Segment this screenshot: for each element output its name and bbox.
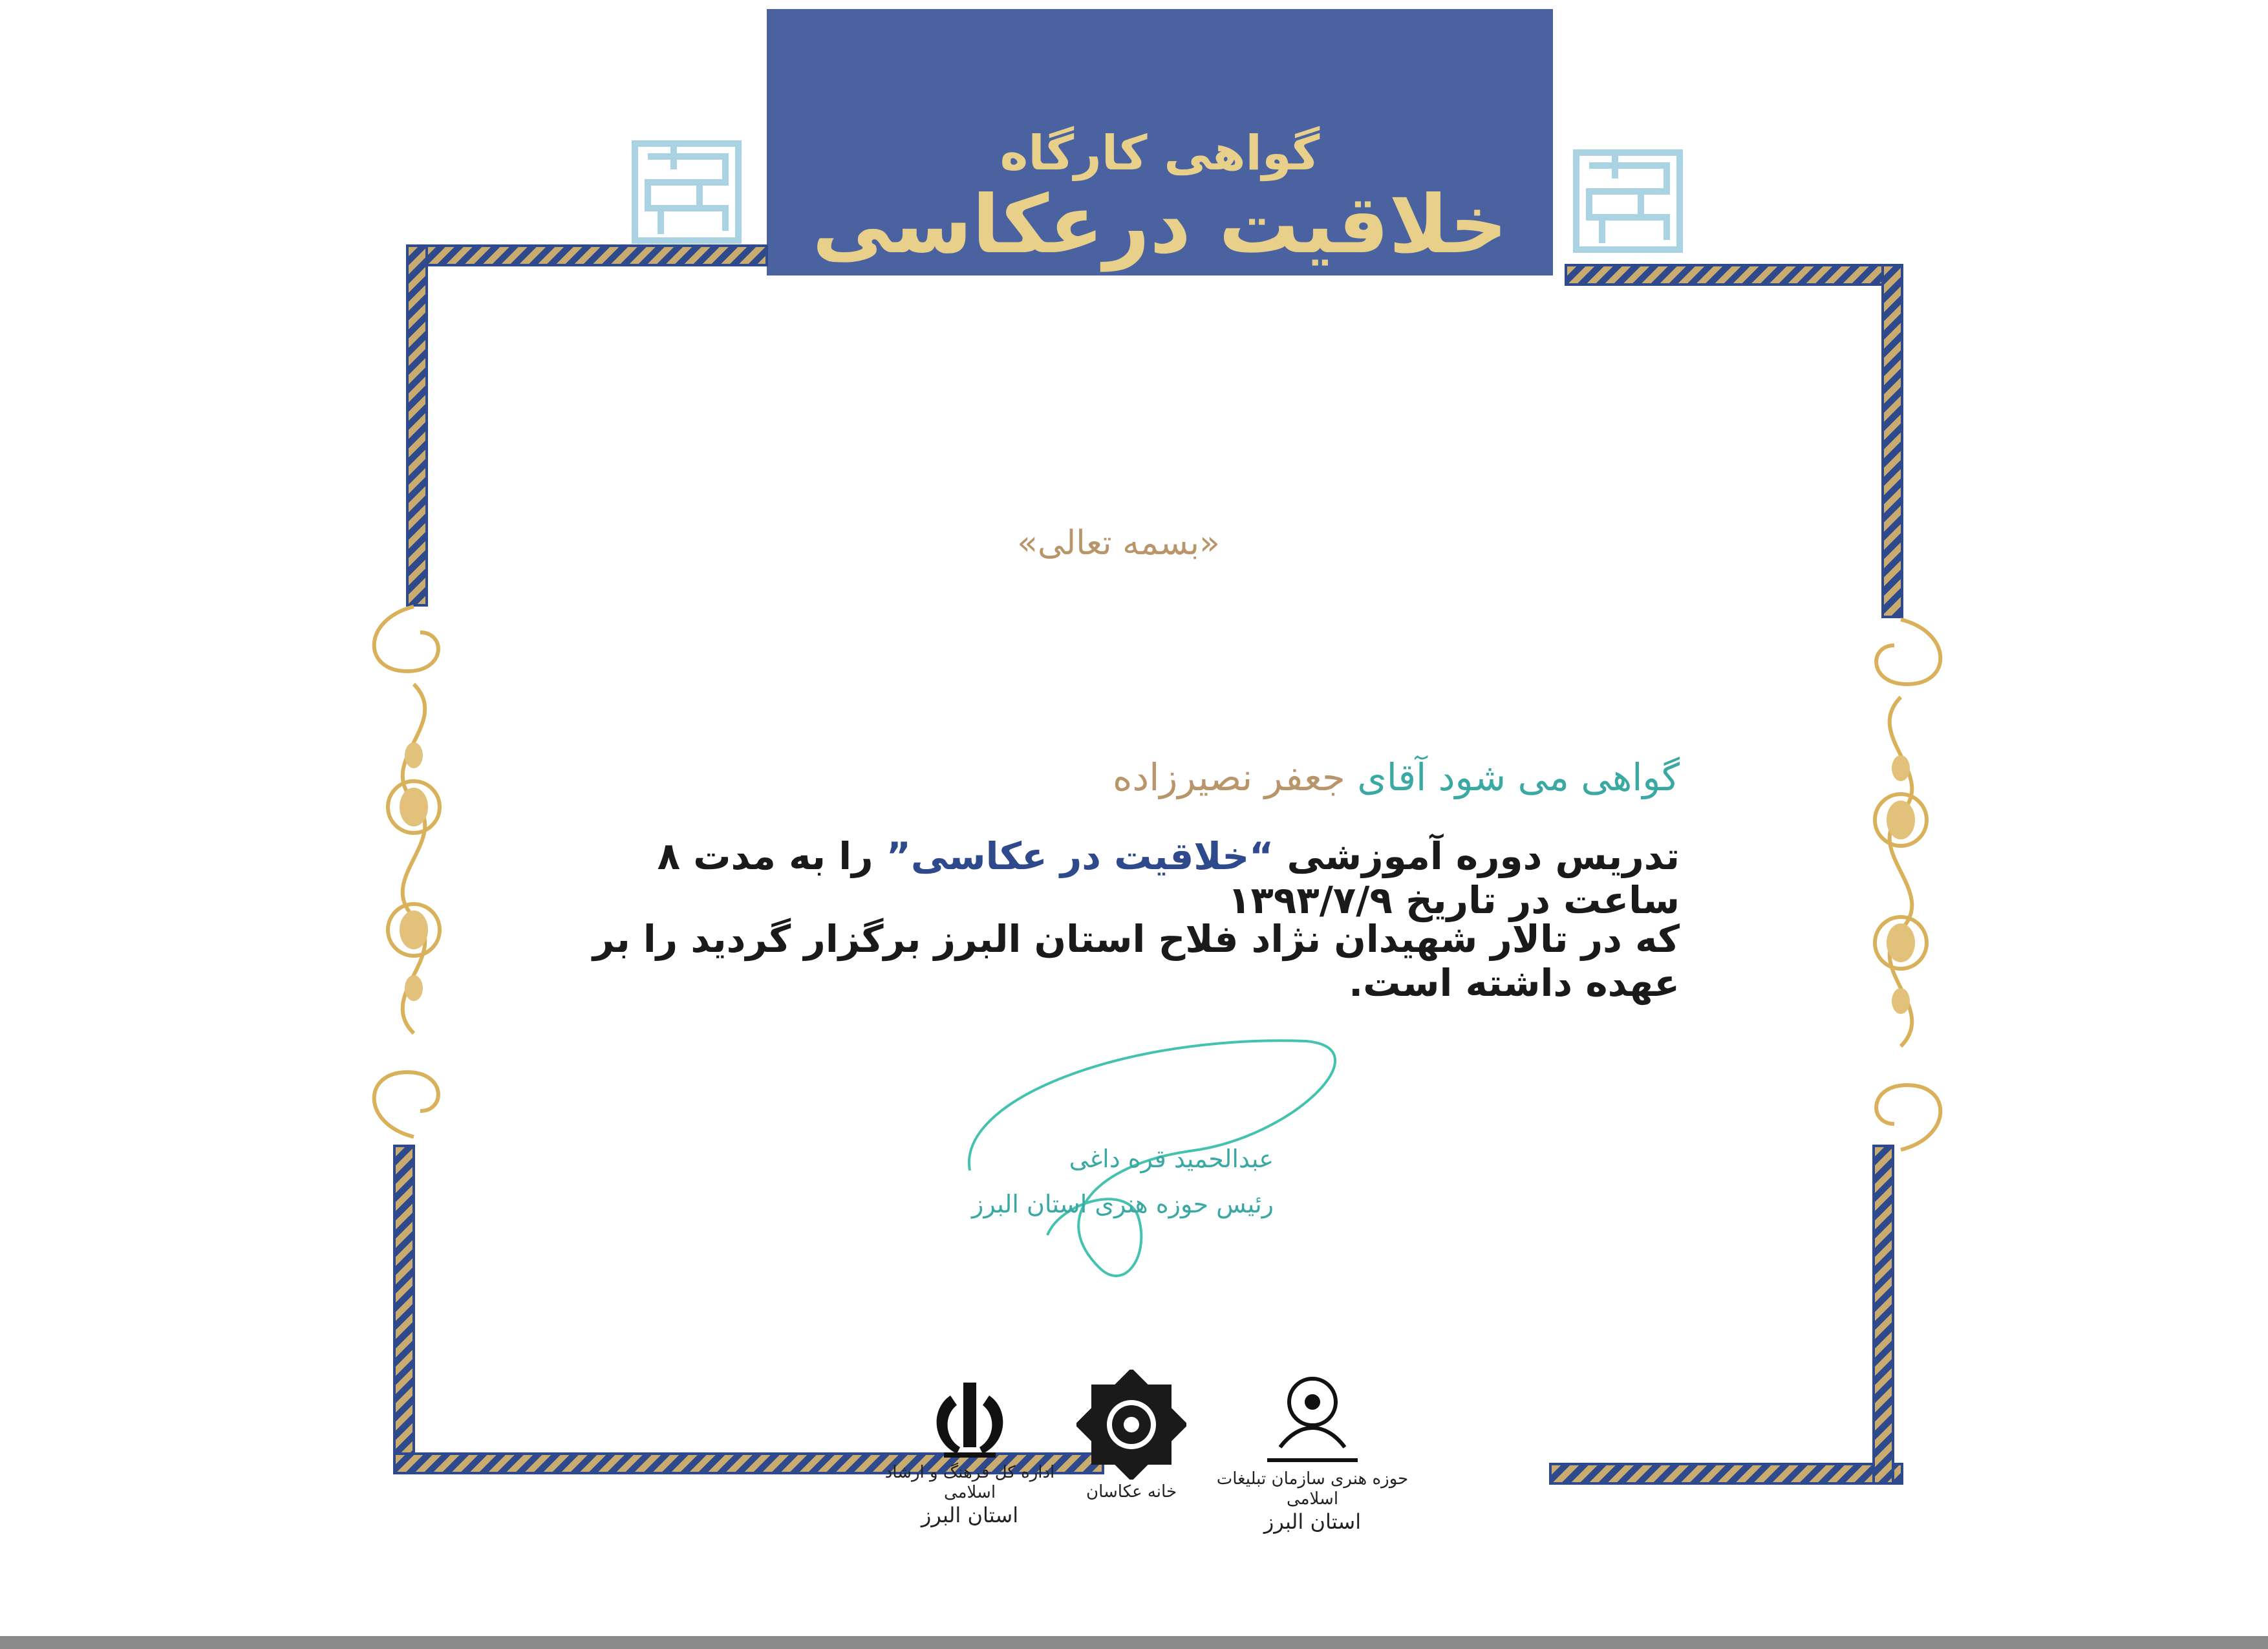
khane-akasan-star-icon <box>1076 1370 1186 1480</box>
signatory-role: رئیس حوزه هنری استان البرز <box>971 1190 1274 1218</box>
footer-logo-hozeh-honari <box>1215 1370 1409 1535</box>
header-subtitle: گواهی کارگاه <box>1000 125 1320 181</box>
frame-border-left-upper <box>406 244 428 607</box>
frame-border-left-lower <box>393 1145 415 1474</box>
hozeh-honari-corner-logo-right <box>1570 146 1686 256</box>
frame-border-right-upper <box>1881 264 1903 618</box>
scan-edge <box>0 1636 2268 1649</box>
ershad-caption-line1: اداره کل فرهنگ و ارشاد اسلامی <box>884 1463 1055 1503</box>
hozeh-caption-line1: حوزه هنری سازمان تبلیغات اسلامی <box>1216 1469 1409 1509</box>
hozeh-caption-line2: استان البرز <box>1263 1509 1362 1535</box>
gold-ornament-right <box>1836 607 1965 1163</box>
gold-ornament-left <box>349 594 478 1150</box>
certificate-course-line <box>581 834 1680 922</box>
basmala: «بسمه تعالی» <box>1017 524 1220 563</box>
certificate-header <box>767 9 1553 275</box>
header-title: خلاقیت درعکاسی <box>812 178 1508 272</box>
hozeh-honari-corner-logo-left <box>628 137 745 247</box>
recipient-name: جعفر نصیرزاده <box>1113 755 1345 799</box>
hozeh-honari-emblem-icon <box>1254 1370 1371 1467</box>
course-line-part1: تدریس دوره آموزشی <box>1287 834 1680 878</box>
frame-border-bottom-right <box>1549 1463 1903 1485</box>
course-name: “خلاقیت در عکاسی” <box>886 834 1274 878</box>
ershad-caption-line2: استان البرز <box>921 1503 1019 1528</box>
certificate-intro-line <box>581 755 1680 799</box>
frame-border-right-lower <box>1872 1145 1894 1485</box>
frame-border-top-left <box>406 244 768 266</box>
khane-akasan-caption: خانه عکاسان <box>1086 1482 1177 1502</box>
certificate-venue-line: که در تالار شهیدان نژاد فلاح استان البرز برگزار گردید را بر عهده داشته است. <box>592 917 1680 1005</box>
footer-logo-ershad <box>879 1370 1060 1528</box>
frame-border-top-right <box>1565 264 1903 286</box>
footer-logo-khane-akasan <box>1060 1370 1203 1502</box>
course-line-part2: را به مدت ۸ ساعت در تاریخ ۱۳۹۳/۷/۹ <box>657 834 1680 922</box>
iran-emblem-icon <box>925 1370 1015 1460</box>
signatory-name: عبدالحمید قره داغی <box>1069 1145 1274 1173</box>
intro-prefix: گواهی می شود آقای <box>1357 755 1680 799</box>
